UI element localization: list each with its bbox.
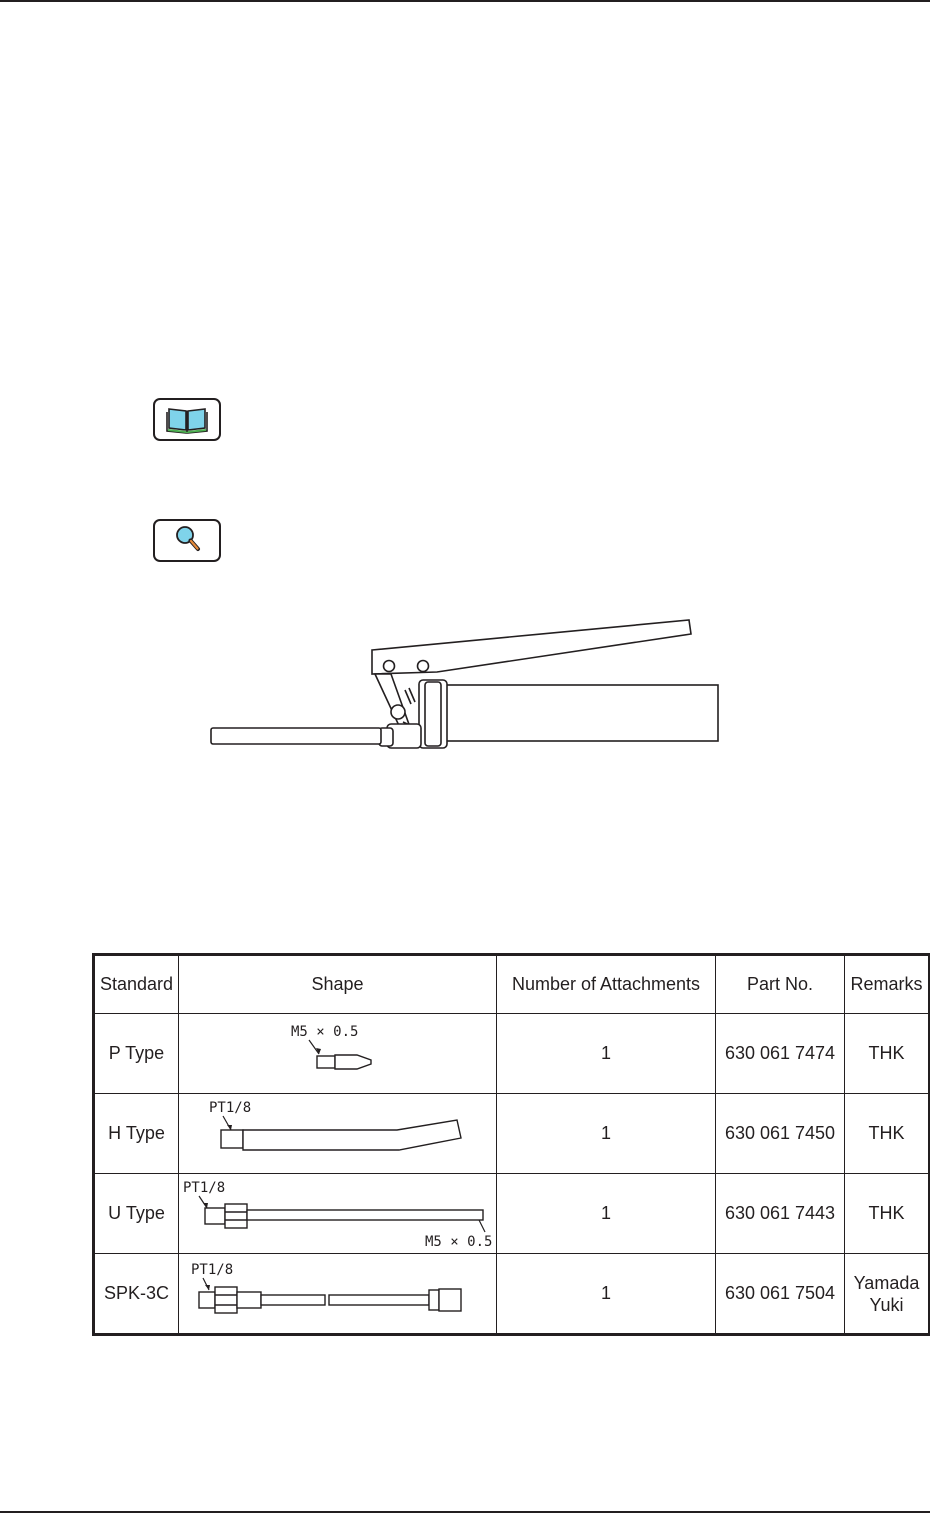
header-number-of-attachments: Number of Attachments (497, 955, 716, 1014)
header-remarks: Remarks (845, 955, 930, 1014)
thread-label: PT1/8 (209, 1100, 252, 1116)
thread-label: M5 × 0.5 (291, 1024, 359, 1040)
cell-part-no: 630 061 7504 (716, 1254, 845, 1335)
remarks-line-1: Yamada (853, 1272, 920, 1293)
attachments-table (92, 953, 930, 1336)
u-type-nozzle-drawing (179, 1174, 495, 1253)
cell-count: 1 (497, 1254, 716, 1335)
grease-gun-illustration (205, 612, 725, 752)
cell-part-no: 630 061 7474 (716, 1014, 845, 1094)
table-row (94, 1014, 930, 1094)
table-header-row (94, 955, 930, 1014)
manual-reference-icon-box (153, 398, 221, 441)
table-row (94, 1254, 930, 1335)
header-standard: Standard (94, 955, 179, 1014)
cell-part-no: 630 061 7450 (716, 1094, 845, 1174)
cell-remarks (845, 1254, 930, 1335)
book-icon (155, 400, 219, 439)
magnifier-icon (155, 521, 219, 560)
table-row (94, 1174, 930, 1254)
thread-label: PT1/8 (183, 1180, 226, 1196)
cell-shape (179, 1174, 497, 1254)
header-shape: Shape (179, 955, 497, 1014)
h-type-nozzle-drawing (179, 1094, 495, 1173)
table-row (94, 1094, 930, 1174)
cell-standard: SPK-3C (94, 1254, 179, 1335)
top-rule (0, 0, 930, 2)
cell-standard: H Type (94, 1094, 179, 1174)
cell-remarks: THK (845, 1174, 930, 1254)
thread-label: PT1/8 (191, 1262, 234, 1278)
cell-remarks: THK (845, 1094, 930, 1174)
header-part-no: Part No. (716, 955, 845, 1014)
cell-remarks: THK (845, 1014, 930, 1094)
remarks-line-2: Yuki (869, 1294, 904, 1315)
cell-shape (179, 1254, 497, 1335)
cell-part-no: 630 061 7443 (716, 1174, 845, 1254)
cell-shape (179, 1014, 497, 1094)
magnifier-icon-box (153, 519, 221, 562)
cell-shape (179, 1094, 497, 1174)
spk-3c-nozzle-drawing (179, 1254, 495, 1333)
cell-standard: P Type (94, 1014, 179, 1094)
tip-thread-label: M5 × 0.5 (425, 1234, 493, 1250)
cell-standard: U Type (94, 1174, 179, 1254)
cell-count: 1 (497, 1094, 716, 1174)
bottom-rule (0, 1511, 930, 1513)
p-type-nozzle-drawing (179, 1014, 495, 1093)
cell-count: 1 (497, 1014, 716, 1094)
cell-count: 1 (497, 1174, 716, 1254)
